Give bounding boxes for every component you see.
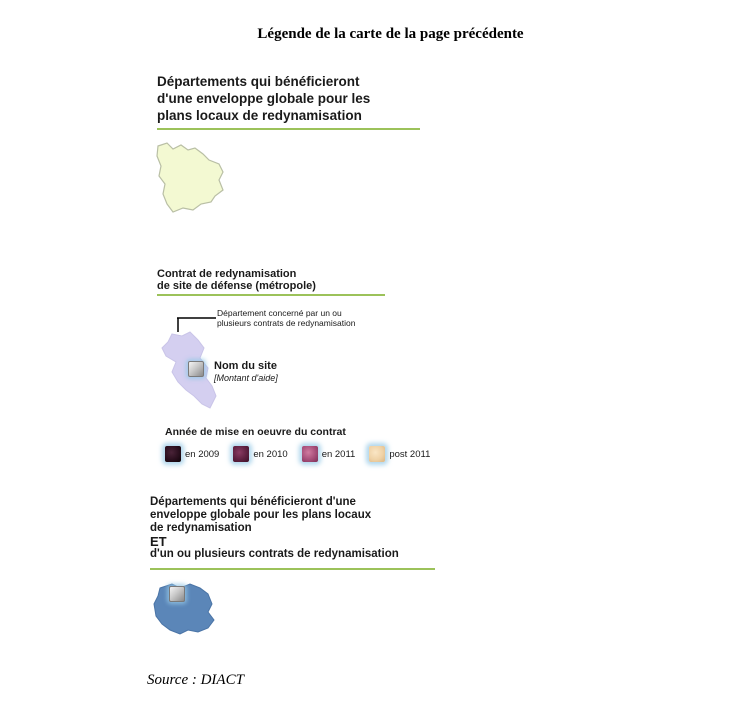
section1-heading-line: Départements qui bénéficieront (157, 74, 360, 89)
year-legend-label: en 2011 (321, 448, 356, 460)
section1-heading (157, 73, 370, 124)
section2-heading-line: de site de défense (métropole) (157, 280, 316, 292)
section3-rule (150, 568, 435, 570)
callout-label-line: plusieurs contrats de redynamisation (217, 318, 356, 328)
years-heading: Année de mise en oeuvre du contrat (165, 426, 346, 438)
section1-heading-line: d'une enveloppe globale pour les (157, 91, 371, 106)
section3-heading-line: Départements qui bénéficieront d'une (150, 496, 356, 508)
year-legend (165, 446, 430, 462)
site-marker-icon (169, 586, 185, 602)
page-title: Légende de la carte de la page précédente (257, 26, 524, 42)
section3-heading-line: enveloppe globale pour les plans locaux (150, 509, 372, 521)
department-shape-blue (150, 580, 220, 636)
site-amount-label: [Montant d'aide] (214, 373, 278, 383)
year-2011-swatch (302, 446, 318, 462)
section3-et: ET (150, 534, 167, 549)
section3-heading-line: de redynamisation (150, 522, 252, 534)
year-legend-item (233, 446, 287, 462)
section2-heading (157, 268, 316, 292)
section3-heading (150, 496, 399, 561)
year-legend-label: en 2010 (253, 448, 288, 460)
section2-heading-line: Contrat de redynamisation (157, 268, 297, 280)
year-legend-item (165, 446, 219, 462)
section1-heading-line: plans locaux de redynamisation (157, 108, 362, 123)
year-2009-swatch (165, 446, 181, 462)
year-legend-label: en 2009 (185, 448, 220, 460)
section1-rule (157, 128, 420, 130)
source-caption: Source : DIACT (147, 672, 244, 688)
year-2010-swatch (233, 446, 249, 462)
site-name-label: Nom du site (214, 360, 277, 372)
year-legend-item (302, 446, 356, 462)
callout-label (217, 308, 355, 328)
site-marker-icon (188, 361, 204, 377)
section2-rule (157, 294, 385, 296)
post-2011-swatch (369, 446, 385, 462)
year-legend-item (369, 446, 430, 462)
year-legend-label: post 2011 (389, 448, 431, 460)
callout-label-line: Département concerné par un ou (217, 308, 342, 318)
section3-last-line: d'un ou plusieurs contrats de redynamisation (150, 548, 399, 560)
department-shape-light-green (153, 140, 229, 214)
